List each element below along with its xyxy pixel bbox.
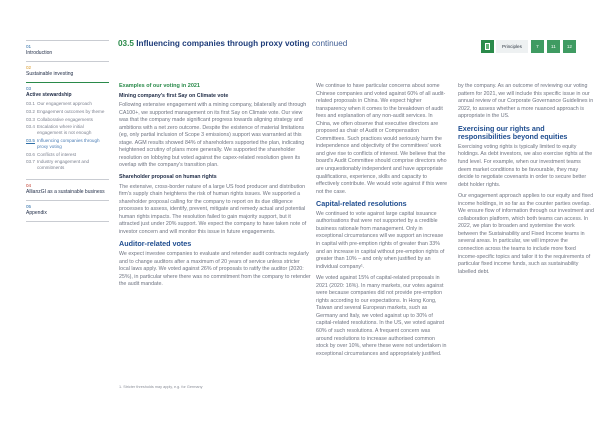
content-column-3 [458, 83, 594, 280]
subitem-number: 03.2 [26, 108, 35, 114]
paragraph: Following extensive engagement with a mining company, bilaterally and through CA100+, we supported management on its first Say on Climate vote. Our view was that the company made significant progress towards aligning strategy and ambitions with a net zero outcome. Despite the existence of material limitations (eg, only partial inclusion of Scope 3 emissions) support was warranted at this stage. AGM results showed 84% of shareholders supported the plan, indicating heightened scrutiny of plans more generally. We supported the shareholder resolution on lobbying but voted against the capex-related resolution given its overlap with the company's transition plan. [119, 102, 307, 169]
sidebar-item-active-stewardship[interactable] [26, 82, 109, 175]
section-title: Introduction [26, 50, 53, 56]
paragraph: We expect investee companies to evaluate and retender audit contracts regularly and to change auditors after a maximum of 20 years of service unless stricter local laws apply. We voted against 26% of proposals to ratify the auditor (2020: 25%), in particular where there was no commitment from the company to retender the audit mandate. [119, 250, 311, 288]
sidebar-item-introduction[interactable] [26, 40, 109, 61]
sidebar-subitem-03-3[interactable] [26, 117, 109, 123]
subitem-number: 03.4 [26, 124, 35, 130]
sidebar-subitem-03-1[interactable] [26, 101, 109, 107]
sidebar-subitem-03-6[interactable] [26, 152, 109, 158]
subitem-number: 03.1 [26, 101, 35, 106]
section-title: Appendix [26, 209, 47, 216]
subitem-number: 03.3 [26, 116, 35, 122]
sidebar-subitem-03-2[interactable] [26, 109, 109, 115]
section-title: Sustainable investing [26, 71, 74, 77]
principle-link-7[interactable]: 7 [531, 40, 544, 53]
subitem-label: Industry engagement and commitments [37, 159, 90, 171]
sidebar-subitem-03-7[interactable] [26, 159, 109, 171]
subitem-label: Conflicts of interest [37, 151, 77, 157]
subitem-number: 03.5 [26, 137, 35, 143]
sidebar-item-allianzgi-business[interactable] [26, 179, 109, 200]
paragraph: We voted against 15% of capital-related proposals in 2021 (2020: 16%). In many markets, our votes against were because companies did not provide pre-emption rights according to our expectations. In Hong Kong, Taiwan and several European markets, such as Germany and Italy, we voted against up to 30% of capital-related resolutions. In the US, we voted against 60% of such resolutions. A frequent concern was around resolutions to increase authorised common stock by over 10%, where these were not undertaken in exceptional circumstances and appropriately justified. [316, 275, 447, 357]
section-number: 03 [26, 86, 32, 91]
page-title [118, 39, 347, 48]
subitem-label: Our engagement approach [37, 101, 92, 106]
subheading: Mining company's first Say on Climate vote [119, 92, 229, 99]
paragraph: by the company. As an outcome of reviewing our voting pattern for 2021, we will include this specific issue in our annual review of our Corporate Governance Guidelines in 2022, to assess whether a more nuanced approach is appropriate in the US. [458, 83, 594, 120]
paragraph: Exercising voting rights is typically limited to equity holdings. As debt investors, we also exercise rights at the fund level. For example, when our investment teams deem market conditions to be favourable, they may decide to negotiate covenants in order to secure better debt holder rights. [458, 143, 593, 188]
section-heading: Exercising our rights and responsibilities beyond equities [458, 123, 568, 142]
subheading: Shareholder proposal on human rights [119, 174, 217, 181]
principle-link-11[interactable]: 11 [547, 40, 560, 53]
subitem-label: Escalation where initial engagement is not enough [37, 124, 92, 136]
subitem-number: 03.6 [26, 151, 35, 157]
section-title: AllianzGI as a sustainable business [26, 188, 105, 195]
section-title: Active stewardship [26, 92, 72, 98]
subitem-number: 03.7 [26, 159, 35, 165]
subitem-label: Collaborative engagements [37, 116, 93, 122]
sidebar-item-appendix[interactable] [26, 200, 109, 222]
subitem-label: Engagement outcomes by theme [37, 108, 105, 114]
principles-nav [481, 40, 576, 53]
section-heading: Capital-related resolutions [316, 199, 407, 209]
footnote: 1. Stricter thresholds may apply, e.g. for Germany [119, 385, 203, 389]
section-heading: Auditor-related votes [119, 239, 192, 249]
section-number: 01 [26, 44, 32, 49]
content-column-1 [119, 83, 311, 293]
section-number: 05 [26, 203, 32, 209]
title-text: Influencing companies through proxy voting [136, 39, 310, 48]
sidebar-subitem-03-5[interactable] [26, 138, 109, 150]
title-continued: continued [311, 39, 348, 48]
principle-link-12[interactable]: 12 [563, 40, 576, 53]
paragraph: We continue to have particular concerns about some Chinese companies and voted against 60% of all audit-related proposals in China. We expect higher transparency when it comes to the breakdown of audit fees and explanation of any non-audit services. In China, we often observe that executive directors are proposed as chair of Audit or Compensation Committees. Such practices would seriously harm the independence and objectivity of the committees' work and give rise to conflicts of interest. We believe that the board's Audit Committee should comprise directors who are unquestionably independent and have appropriate qualifications, experience, skills and capacity to effectively contribute. We would vote against if this were not the case. [316, 83, 448, 195]
section-heading: Examples of our voting in 2021 [119, 83, 200, 89]
principles-label[interactable]: Principles [496, 40, 528, 53]
section-number: 02 [26, 65, 32, 70]
subitem-label: Influencing companies through proxy voting [37, 137, 100, 149]
sidebar-item-sustainable-investing[interactable] [26, 61, 109, 82]
section-number: 04 [26, 182, 32, 188]
principles-book-icon[interactable] [481, 40, 494, 53]
paragraph: We continued to vote against large capital issuance authorisations that were not supported by a credible business rationale from management. Only in exceptional circumstances will we support an increase in capital with pre-emption rights of greater than 33% and an increase in capital without pre-emption rights of greater than 10% – and only when justified by an individual company¹. [316, 210, 445, 270]
sidebar-subitem-03-4[interactable] [26, 124, 109, 136]
paragraph: The extensive, cross-border nature of a large US food producer and distribution firm's supply chain heightens the risk of human rights issues. We supported a shareholder proposal calling for the company to report on its due diligence processes to assess, identify, prevent, mitigate and remedy actual and potential human rights impacts. The resolution failed to gain majority support, but it attracted just under 20% support. We expect the company to have taken note of investor concern and will monitor this issue in future engagements. [119, 183, 307, 235]
content-column-2 [316, 83, 448, 362]
section-number: 03.5 [118, 39, 134, 48]
section-sidebar [26, 40, 109, 222]
paragraph: Our engagement approach applies to our equity and fixed income holdings, in so far as the counter parties overlap. We ensure flow of information through our investment and collaboration platform, which both teams can access. In 2022, we plan to broaden and systemise the work between the Sustainability and Fixed Income teams in several areas. In particular, we will improve the connection across the teams to include more fixed income-specific topics and tailor it to the requirements of particular fixed income funds, such as sustainability labelled debt. [458, 193, 594, 275]
